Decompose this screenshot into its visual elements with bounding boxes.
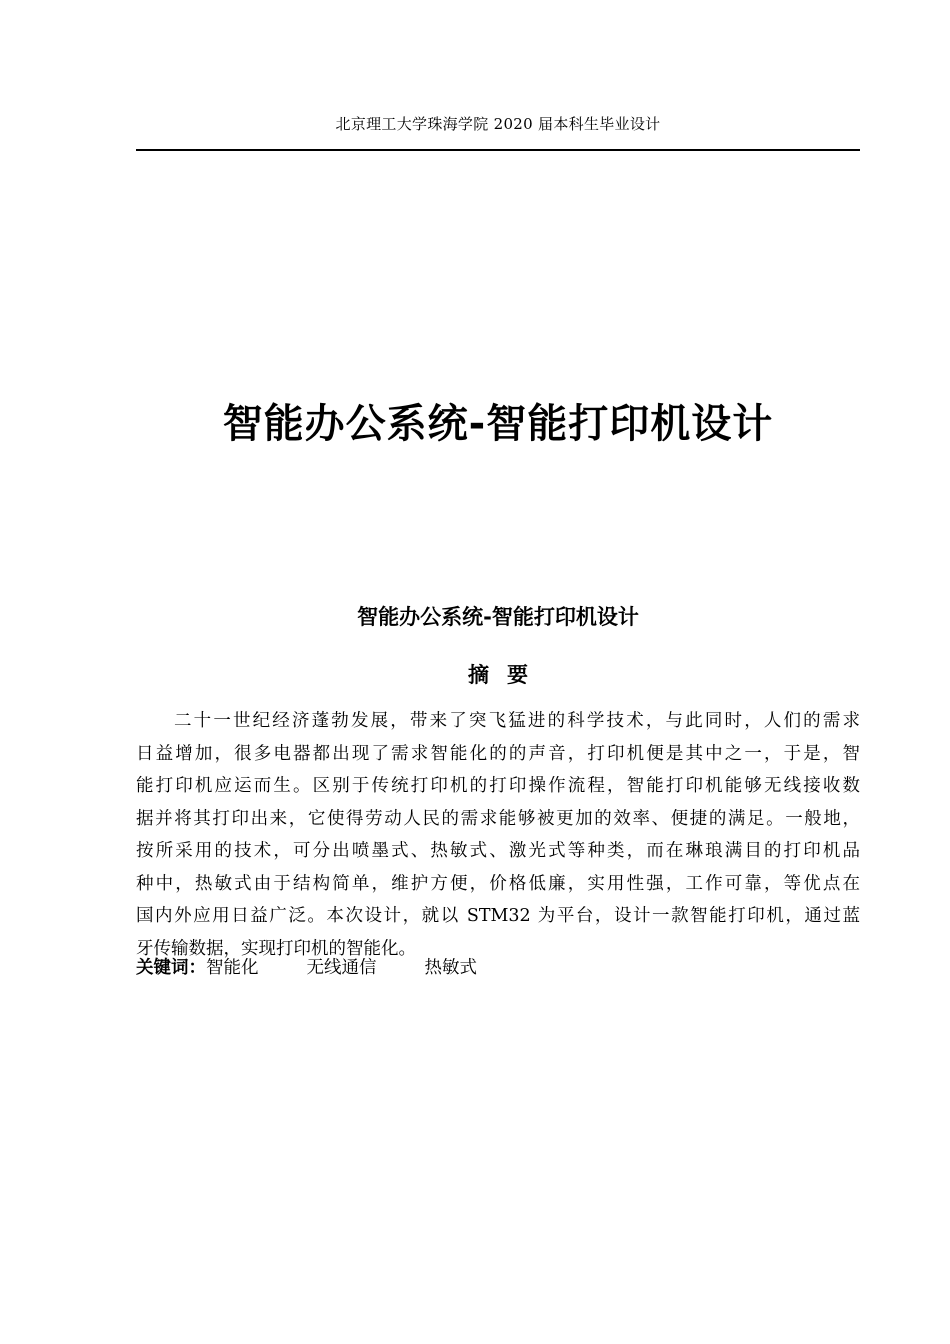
keywords-line (136, 952, 860, 984)
abstract-heading: 摘要 (468, 663, 546, 687)
abstract-line: 种中，热敏式由于结构简单，维护方便，价格低廉，实用性强，工作可靠，等优点在 (136, 873, 860, 894)
keyword: 智能化 (206, 958, 259, 978)
header-rule (136, 149, 860, 151)
keywords-label: 关键词： (136, 958, 206, 978)
abstract-title: 智能办公系统-智能打印机设计 (357, 605, 639, 629)
abstract-line: 日益增加，很多电器都出现了需求智能化的的声音，打印机便是其中之一，于是，智 (136, 743, 860, 764)
abstract-line: 二十一世纪经济蓬勃发展，带来了突飞猛进的科学技术，与此同时，人们的需求 (174, 711, 860, 731)
keyword: 热敏式 (424, 958, 477, 978)
abstract-body (136, 705, 860, 965)
abstract-line: 牙传输数据，实现打印机的智能化。 (136, 938, 416, 959)
abstract-line: 据并将其打印出来，它使得劳动人民的需求能够被更加的效率、便捷的满足。一般地， (136, 808, 860, 829)
abstract-line: 能打印机应运而生。区别于传统打印机的打印操作流程，智能打印机能够无线接收数 (136, 776, 860, 796)
abstract-line: 按所采用的技术，可分出喷墨式、热敏式、激光式等种类，而在琳琅满目的打印机品 (136, 841, 860, 861)
page-header: 北京理工大学珠海学院 2020 届本科生毕业设计 (335, 115, 661, 133)
main-title: 智能办公系统-智能打印机设计 (222, 401, 774, 447)
abstract-line: 国内外应用日益广泛。本次设计，就以 STM32 为平台，设计一款智能打印机，通过蓝 (136, 906, 860, 926)
keyword: 无线通信 (306, 958, 377, 978)
